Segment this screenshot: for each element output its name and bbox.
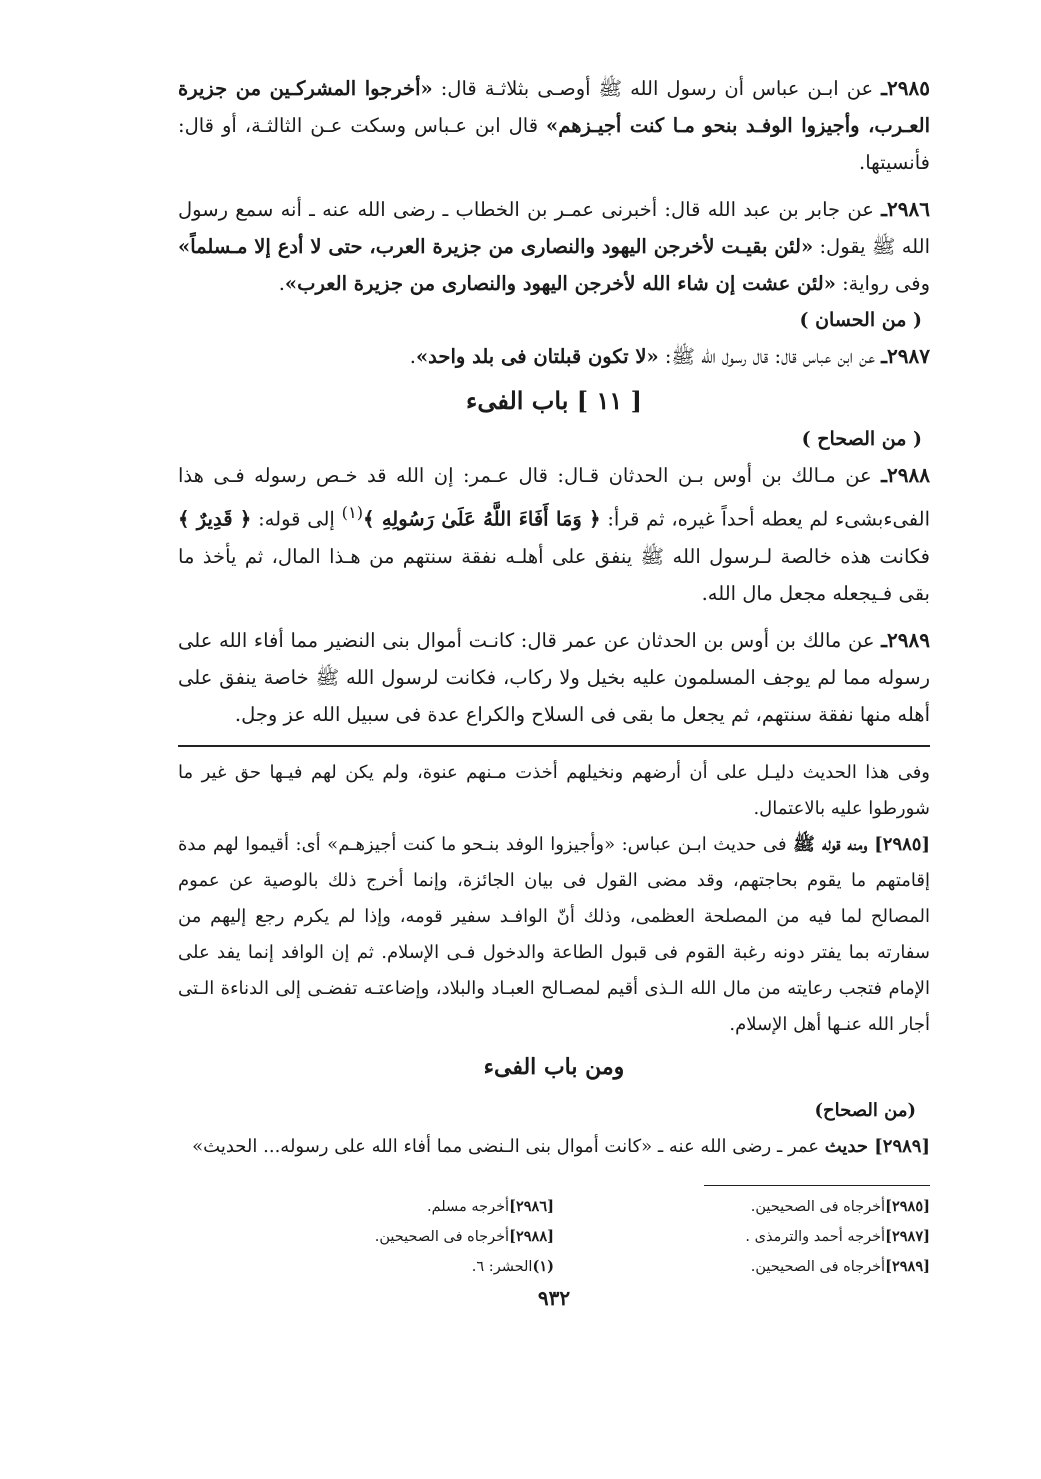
hadith-2987 bbox=[178, 338, 930, 375]
source-label-hasan: ( من الحسان ) bbox=[799, 309, 922, 331]
hadith-text: عن ابـن عباس أن رسول الله ﷺ أوصـى بثلاثـة قال: bbox=[432, 77, 882, 100]
page-number: ٩٣٢ bbox=[537, 1285, 571, 1310]
hadith-quote: «لا تكون قبلتان فى بلد واحد» bbox=[415, 345, 659, 368]
hadith-text: وفى رواية: bbox=[835, 272, 930, 295]
hadith-number: ٢٩٨٨ـ bbox=[881, 463, 930, 487]
source-label-sihah: ( من الصحاح ) bbox=[801, 428, 922, 450]
commentary-ref: [٢٩٨٥] ومنه قوله ﷺ bbox=[793, 833, 930, 855]
footnotes bbox=[178, 1192, 930, 1282]
hadith-number: ٢٩٨٩ـ bbox=[881, 627, 930, 652]
page-body bbox=[178, 70, 930, 1310]
footnote-ref: [٢٩٨٩] bbox=[885, 1257, 930, 1275]
hadith-2989 bbox=[178, 622, 930, 733]
footnote bbox=[178, 1222, 554, 1252]
hadith-text: فكانت هذه خالصة لـرسول الله ﷺ ينفق على أهلـه نفقة سنتهم من هـذا المال، ثم يأخذ ما بقى فـيجعله مجعل مال الله. bbox=[178, 544, 930, 605]
hadith-number: ٢٩٨٦ـ bbox=[881, 197, 930, 221]
chapter-heading: [ ١١ ] باب الفىء bbox=[466, 386, 642, 415]
commentary-2989 bbox=[178, 1129, 930, 1165]
sub-heading: ومن باب الفىء bbox=[483, 1053, 625, 1080]
footnote bbox=[178, 1192, 554, 1222]
footnote-ref: [٢٩٨٦] bbox=[509, 1197, 554, 1215]
hadith-text: . bbox=[278, 272, 285, 295]
hadith-text: . bbox=[409, 345, 416, 368]
hadith-quote: «أخرجوا المشركـين من جزيرة العـرب، وأجيزوا الوفـد بنحو مـا كنت أجيـزهم» bbox=[178, 77, 931, 137]
hadith-2985 bbox=[178, 70, 930, 181]
hadith-text: قال ابن عـباس وسكت عـن الثالثـة، أو قال: فأنسيتها. bbox=[178, 114, 930, 174]
footnote bbox=[554, 1222, 930, 1252]
commentary-ref: [٢٩٨٩] حديث bbox=[824, 1135, 930, 1157]
hadith-number: ٢٩٨٧ـ bbox=[881, 344, 930, 368]
footnote-text: أخرجه أحمد والترمذى . bbox=[745, 1228, 886, 1245]
hadith-text: إلى قوله: bbox=[251, 507, 342, 531]
footnote-text: أخرجاه فى الصحيحين. bbox=[374, 1228, 510, 1245]
footnote-ref: [٢٩٨٨] bbox=[509, 1227, 554, 1245]
hadith-text: عن مالك بن أوس بن الحدثان عن عمر قال: كانـت أموال بنى النضير مما أفاء الله على رسوله مما لم يوجف المسلمون عليه بخيل ولا ركاب، فكانت لرسول الله ﷺ خاصة ينفق على أهله منها نفقة سنتهم، ثم يجعل ما بقى فى السلاح والكراع عدة فى سبيل الله عز وجل. bbox=[178, 628, 930, 726]
hadith-text: عن مـالك بن أوس بـن الحدثان قـال: قال عـمر: إن الله قد خـص رسوله فـى هذا الفىءبشىء لم يعطه أحداً غيره، ثم قرأ: bbox=[178, 464, 931, 531]
footnote-text: أخرجه مسلم. bbox=[426, 1198, 510, 1215]
commentary-paragraph: وفى هذا الحديث دليـل على أن أرضهم ونخيلهم أخذت مـنهم عنوة، ولم يكن لهم فيـها حق غير ما شورطوا عليه بالاعتمال. bbox=[178, 761, 930, 819]
quran-quote: ﴿ وَمَا أَفَاءَ اللَّهُ عَلَىٰ رَسُولِهِ ﴾ bbox=[363, 507, 601, 531]
footnote-text: أخرجاه فى الصحيحين. bbox=[750, 1258, 886, 1275]
footnote-ref: (١) bbox=[341, 503, 364, 522]
section-divider bbox=[178, 745, 930, 747]
hadith-quote: «لئن عشت إن شاء الله لأخرجن اليهود والنصارى من جزيرة العرب» bbox=[284, 272, 836, 295]
footnote-ref: (١) bbox=[532, 1257, 554, 1275]
hadith-2986 bbox=[178, 191, 930, 302]
footnote bbox=[554, 1192, 930, 1222]
footnote-divider bbox=[704, 1185, 930, 1186]
footnote-text: الحشر: ٦. bbox=[471, 1258, 533, 1275]
footnote-text: أخرجاه فى الصحيحين. bbox=[750, 1198, 886, 1215]
footnote-ref: [٢٩٨٧] bbox=[885, 1227, 930, 1245]
hadith-number: ٢٩٨٥ـ bbox=[881, 76, 930, 100]
hadith-quote: «لئن بقيـت لأخرجن اليهود والنصارى من جزيرة العرب، حتى لا أدع إلا مـسلماً» bbox=[178, 235, 814, 258]
quran-quote: ﴿ قَدِيرٌ ﴾ bbox=[178, 507, 252, 531]
commentary-text: عمر ـ رضى الله عنه ـ «كانت أموال بنى الـنضى مما أفاء الله على رسوله... الحديث» bbox=[192, 1135, 825, 1157]
footnote bbox=[554, 1252, 930, 1282]
hadith-text: عن جابر بن عبد الله قال: أخبرنى عمـر بن الخطاب ـ رضى الله عنه ـ أنه سمع رسول الله ﷺ يقول: bbox=[178, 198, 930, 258]
source-label-sihah-2: (من الصحاح) bbox=[814, 1099, 916, 1121]
footnotes-right-column bbox=[554, 1192, 930, 1282]
footnotes-left-column bbox=[178, 1192, 554, 1282]
commentary-paragraph bbox=[178, 827, 930, 1043]
hadith-text: عن ابن عباس قال: قال رسول الله ﷺ: bbox=[658, 345, 882, 368]
commentary-text: فى حديث ابـن عباس: «وأجيزوا الوفد بنـحو ما كنت أجيزهـم» أى: أقيموا لهم مدة إقامتهم ما يقوم بحاجتهم، وقد مضى القول فى بيان الجائزة، وإنما أخرج ذلك بالوصية عن عموم المصالح لما فيه من المصلحة العظمى، وذلك أنّ الوافـد سفير قومه، وإذا لم يكرم رجع إليهم من سفارته بما يفتر دونه رغبة القوم فى قبول الطاعة والدخول فـى الإسلام. ثم إن الوافد إنما يفد على الإمام فتجب رعايته من مال الله الـذى أقيم لمصـالح العبـاد والبلاد، وإضاعتـه تفضـى إلى الدناءة الـتى أجار الله عنـها أهل الإسلام. bbox=[178, 833, 930, 1035]
footnote bbox=[178, 1252, 554, 1282]
footnote-ref: [٢٩٨٥] bbox=[885, 1197, 930, 1215]
hadith-2988 bbox=[178, 457, 930, 612]
